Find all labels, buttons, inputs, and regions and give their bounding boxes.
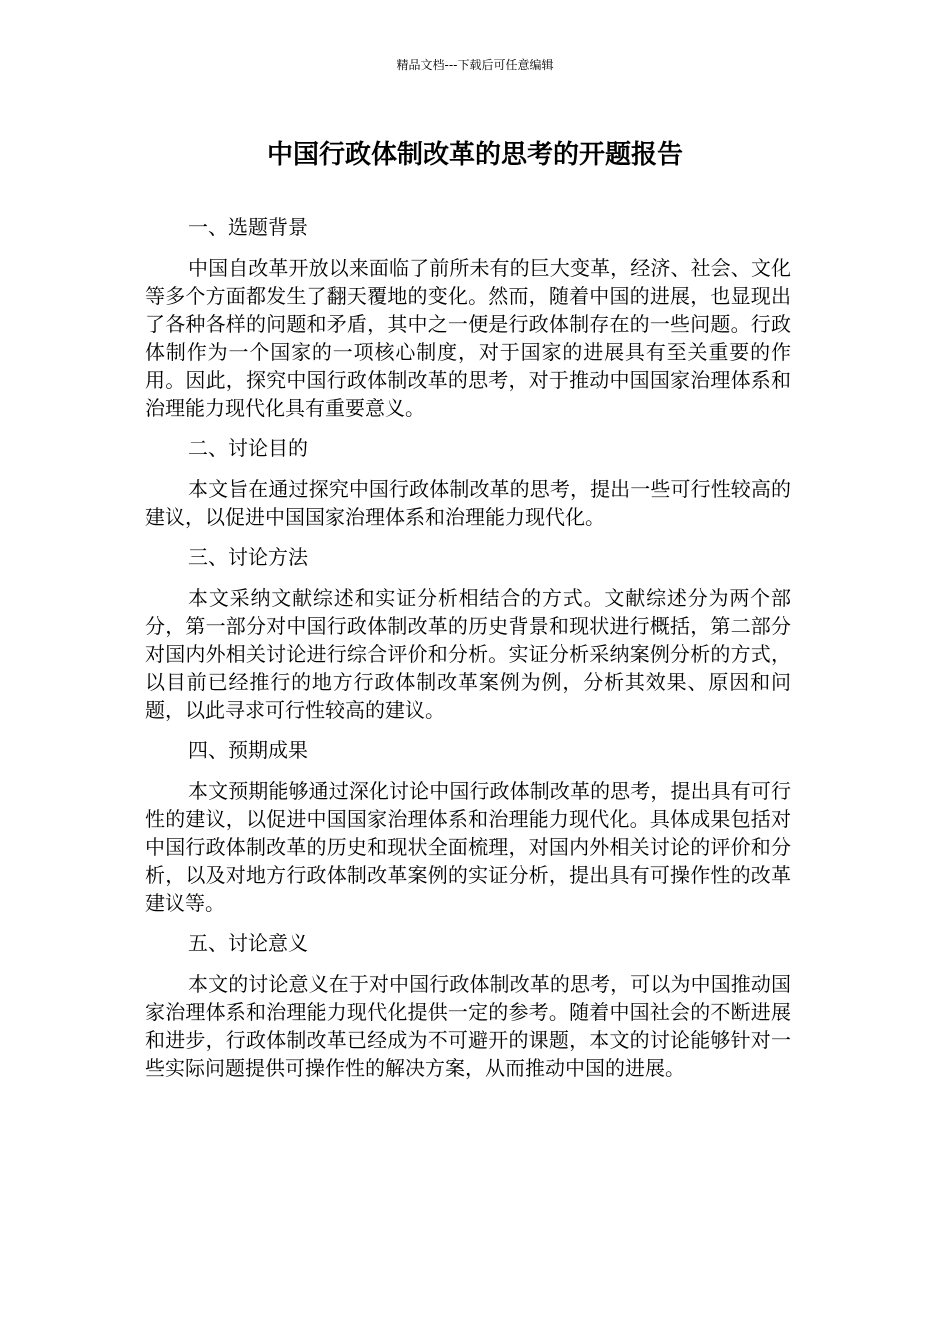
section-body-significance: 本文的讨论意义在于对中国行政体制改革的思考，可以为中国推动国家治理体系和治理能力现代化提供一定的参考。随着中国社会的不断进展和进步，行政体制改革已经成为不可避开的课题，本文的讨论能够针对一些实际问题提供可操作性的解决方案，从而推动中国的进展。: [145, 972, 791, 1080]
document-body: [145, 213, 791, 1094]
section-heading-purpose: 二、讨论目的: [188, 436, 308, 460]
section-heading-significance: 五、讨论意义: [188, 931, 308, 955]
section-body-background: 中国自改革开放以来面临了前所未有的巨大变革，经济、社会、文化等多个方面都发生了翻天覆地的变化。然而，随着中国的进展，也显现出了各种各样的问题和矛盾，其中之一便是行政体制存在的一些问题。行政体制作为一个国家的一项核心制度，对于国家的进展具有至关重要的作用。因此，探究中国行政体制改革的思考，对于推动中国国家治理体系和治理能力现代化具有重要意义。: [145, 256, 791, 420]
document-title: 中国行政体制改革的思考的开题报告: [266, 140, 683, 170]
section-heading-expected-results: 四、预期成果: [188, 738, 308, 762]
section-body-expected-results: 本文预期能够通过深化讨论中国行政体制改革的思考，提出具有可行性的建议，以促进中国国家治理体系和治理能力现代化。具体成果包括对中国行政体制改革的历史和现状全面梳理，对国内外相关讨论的评价和分析，以及对地方行政体制改革案例的实证分析，提出具有可操作性的改革建议等。: [145, 779, 791, 915]
section-heading-method: 三、讨论方法: [188, 545, 308, 569]
section-body-purpose: 本文旨在通过探究中国行政体制改革的思考，提出一些可行性较高的建议，以促进中国国家治理体系和治理能力现代化。: [145, 477, 791, 529]
section-heading-background: 一、选题背景: [188, 215, 308, 239]
header-note: 精品文档---下载后可任意编辑: [396, 58, 554, 72]
section-body-method: 本文采纳文献综述和实证分析相结合的方式。文献综述分为两个部分，第一部分对中国行政体制改革的历史背景和现状进行概括，第二部分对国内外相关讨论进行综合评价和分析。实证分析采纳案例分析的方式，以目前已经推行的地方行政体制改革案例为例，分析其效果、原因和问题，以此寻求可行性较高的建议。: [145, 586, 791, 722]
